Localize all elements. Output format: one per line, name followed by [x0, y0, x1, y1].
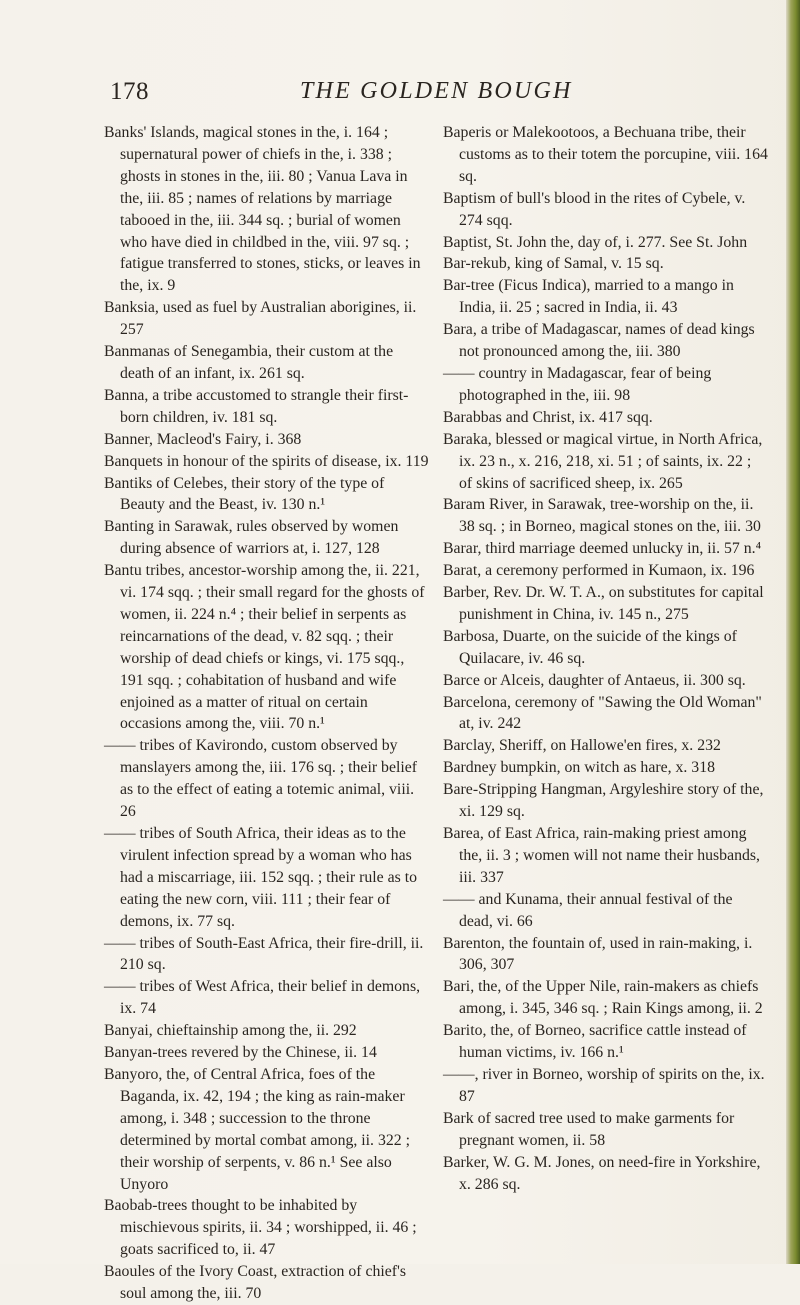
index-entry: Baram River, in Sarawak, tree-worship on the, ii. 38 sq. ; in Borneo, magical stones on the, iii. 30 — [443, 496, 761, 536]
index-column-left — [104, 122, 429, 1305]
index-entry: Barar, third marriage deemed unlucky in, ii. 57 n.⁴ — [443, 540, 762, 558]
index-entry: Barenton, the fountain of, used in rain-making, i. 306, 307 — [443, 934, 753, 974]
index-subentry: ——, river in Borneo, worship of spirits on the, ix. 87 — [443, 1065, 765, 1105]
index-subentry: —— tribes of West Africa, their belief in demons, ix. 74 — [104, 978, 421, 1018]
index-entry: Barat, a ceremony performed in Kumaon, ix. 196 — [443, 562, 755, 580]
index-entry: Baobab-trees thought to be inhabited by mischievous spirits, ii. 34 ; worshipped, ii. 46 ; goats sacrificed to, ii. 47 — [104, 1197, 417, 1259]
index-entry: Barbosa, Duarte, on the suicide of the kings of Quilacare, iv. 46 sq. — [443, 627, 737, 667]
index-entry: Baptist, St. John the, day of, i. 277. See St. John — [443, 233, 748, 251]
index-entry: Barce or Alceis, daughter of Antaeus, ii. 300 sq. — [443, 671, 746, 689]
page-number: 178 — [110, 78, 149, 105]
index-subentry: —— tribes of Kavirondo, custom observed by manslayers among the, iii. 176 sq. ; their belief as to the effect of eating a totemic animal, viii. 26 — [104, 737, 418, 821]
index-subentry: —— country in Madagascar, fear of being photographed in the, iii. 98 — [443, 364, 712, 404]
index-entry: Bar-rekub, king of Samal, v. 15 sq. — [443, 255, 664, 273]
index-entry: Baraka, blessed or magical virtue, in North Africa, ix. 23 n., x. 216, 218, xi. 51 ; of saints, ix. 22 ; of skins of sacrificed sheep, ix. 265 — [443, 430, 763, 492]
index-entry: Bare-Stripping Hangman, Argyleshire story of the, xi. 129 sq. — [443, 781, 764, 821]
index-entry: Barker, W. G. M. Jones, on need-fire in Yorkshire, x. 286 sq. — [443, 1153, 761, 1193]
index-subentry: —— tribes of South-East Africa, their fire-drill, ii. 210 sq. — [104, 934, 424, 974]
index-column-right — [443, 122, 768, 1195]
index-subentry: —— and Kunama, their annual festival of the dead, vi. 66 — [443, 890, 733, 930]
index-entry: Bantiks of Celebes, their story of the type of Beauty and the Beast, iv. 130 n.¹ — [104, 474, 385, 514]
index-entry: Bardney bumpkin, on witch as hare, x. 318 — [443, 759, 716, 777]
index-entry: Barcelona, ceremony of "Sawing the Old Woman" at, iv. 242 — [443, 693, 762, 733]
index-entry: Barber, Rev. Dr. W. T. A., on substitutes for capital punishment in China, iv. 145 n., 275 — [443, 584, 764, 623]
index-entry: Banksia, used as fuel by Australian aborigines, ii. 257 — [104, 299, 417, 339]
index-entry: Baptism of bull's blood in the rites of Cybele, v. 274 sqq. — [443, 189, 746, 229]
page-edge — [786, 0, 800, 1264]
index-entry: Barito, the, of Borneo, sacrifice cattle instead of human victims, iv. 166 n.¹ — [443, 1022, 747, 1062]
page-header — [110, 78, 750, 112]
index-entry: Banyan-trees revered by the Chinese, ii. 14 — [104, 1044, 377, 1062]
index-entry: Bantu tribes, ancestor-worship among the, ii. 221, vi. 174 sqq. ; their small regard for the ghosts of women, ii. 224 n.⁴ ; their belief in serpents as reincarnations of the dead, v. 82 sqq. ; their worship of dead chiefs or kings, vi. 175 sqq., 191 sqq. ; cohabitation of husband and wife enjoined as a matter of ritual on certain occasions among the, viii. 70 n.¹ — [104, 562, 425, 733]
index-entry: Bark of sacred tree used to make garments for pregnant women, ii. 58 — [443, 1109, 735, 1149]
index-entry: Banyoro, the, of Central Africa, foes of the Baganda, ix. 42, 194 ; the king as rain-maker among, i. 348 ; succession to the throne determined by mortal combat among, ii. 322 ; their worship of serpents, v. 86 n.¹ See also Unyoro — [104, 1065, 410, 1193]
index-entry: Banks' Islands, magical stones in the, i. 164 ; supernatural power of chiefs in the, i. 338 ; ghosts in stones in the, iii. 80 ; Vanua Lava in the, iii. 85 ; names of relations by marriage tabooed in the, iii. 344 sq. ; burial of women who have died in childbed in the, viii. 97 sq. ; fatigue transferred to stones, sticks, or leaves in the, ix. 9 — [104, 124, 421, 295]
index-entry: Banyai, chieftainship among the, ii. 292 — [104, 1022, 357, 1040]
index-entry: Bara, a tribe of Madagascar, names of dead kings not pronounced among the, iii. 380 — [443, 321, 755, 361]
index-subentry: —— tribes of South Africa, their ideas as to the virulent infection spread by a woman who has had a miscarriage, iii. 152 sqq. ; their rule as to eating the new corn, viii. 111 ; their fear of demons, ix. 77 sq. — [104, 825, 417, 930]
index-entry: Banquets in honour of the spirits of disease, ix. 119 — [104, 452, 429, 470]
index-entry: Barabbas and Christ, ix. 417 sqq. — [443, 408, 653, 426]
index-entry: Baoules of the Ivory Coast, extraction of chief's soul among the, iii. 70 — [104, 1263, 407, 1303]
index-entry: Baperis or Malekootoos, a Bechuana tribe, their customs as to their totem the porcupine, viii. 164 sq. — [443, 124, 768, 185]
running-title: THE GOLDEN BOUGH — [300, 78, 573, 104]
index-entry: Bar-tree (Ficus Indica), married to a mango in India, ii. 25 ; sacred in India, ii. 43 — [443, 277, 734, 317]
index-entry: Bari, the, of the Upper Nile, rain-makers as chiefs among, i. 345, 346 sq. ; Rain Kings among, ii. 2 — [443, 978, 763, 1018]
index-entry: Banmanas of Senegambia, their custom at the death of an infant, ix. 261 sq. — [104, 343, 394, 382]
index-entry: Banner, Macleod's Fairy, i. 368 — [104, 430, 302, 448]
index-entry: Barea, of East Africa, rain-making priest among the, ii. 3 ; women will not name their husbands, iii. 337 — [443, 825, 760, 886]
index-entry: Banna, a tribe accustomed to strangle their first-born children, iv. 181 sq. — [104, 386, 409, 426]
index-entry: Barclay, Sheriff, on Hallowe'en fires, x. 232 — [443, 737, 721, 755]
index-entry: Banting in Sarawak, rules observed by women during absence of warriors at, i. 127, 128 — [104, 518, 399, 558]
